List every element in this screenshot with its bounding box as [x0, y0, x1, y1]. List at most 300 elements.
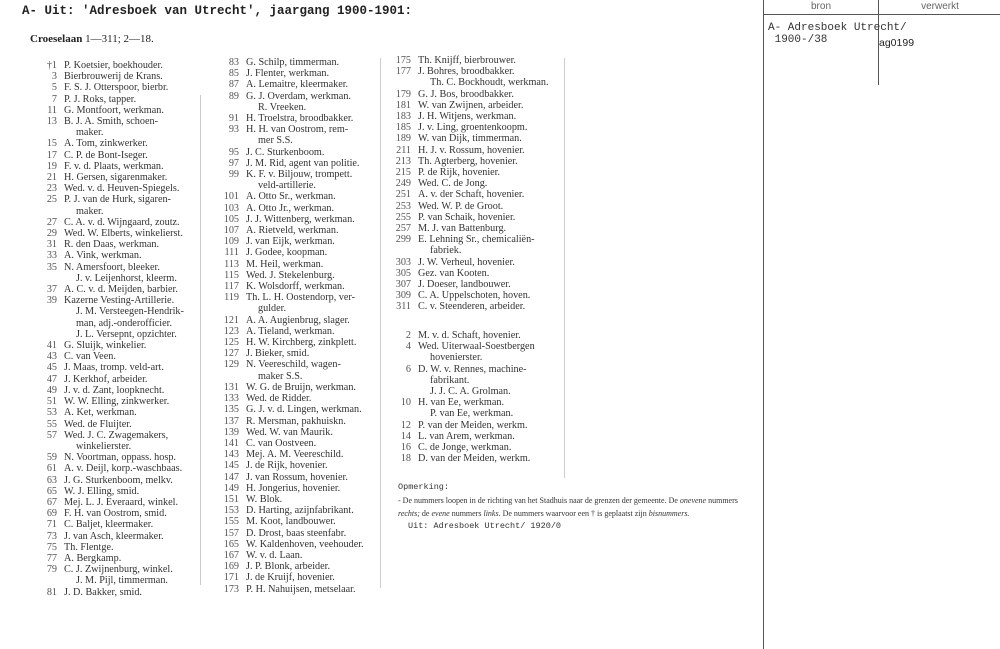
house-number: 99: [228, 169, 239, 181]
address-entry: [22, 486, 184, 497]
resident-text: R. Vreeken.: [258, 101, 307, 113]
resident-text: C. v. Steenderen, arbeider.: [418, 301, 526, 313]
house-number: 83: [228, 57, 239, 68]
resident-text: J. Doeser, landbouwer.: [418, 279, 511, 291]
resident-text: L. van Arem, werkman.: [418, 430, 515, 442]
resident-text: Wed. Uiterwaal-Soestbergen: [418, 341, 535, 353]
resident-text: J. de Rijk, hovenier.: [246, 460, 328, 472]
house-number: 14: [400, 430, 411, 442]
address-entry: [206, 483, 364, 494]
resident-text: J. v. Leijenhorst, kleerm.: [76, 272, 177, 284]
address-entry: [22, 217, 184, 228]
house-number: 257: [395, 223, 411, 235]
house-number: 139: [223, 426, 239, 438]
address-entry: [206, 326, 364, 337]
address-entry: [206, 416, 364, 427]
house-number: 113: [224, 258, 239, 270]
house-number: [22, 441, 64, 452]
house-number: [22, 329, 64, 340]
resident-text: J. Maas, tromp. veld-art.: [64, 362, 164, 374]
address-entry: [386, 442, 535, 453]
address-entry: [22, 519, 184, 530]
resident-text: A. Tieland, werkman.: [246, 325, 335, 337]
house-number: 19: [46, 160, 57, 172]
house-number: 147: [223, 471, 239, 483]
house-number: 29: [46, 228, 57, 240]
house-number: 143: [223, 449, 239, 461]
address-entry: [386, 156, 549, 167]
resident-text: M. J. van Battenburg.: [418, 223, 507, 235]
resident-text: G. J. Bos, broodbakker.: [418, 88, 514, 100]
address-entry: [206, 438, 364, 449]
resident-text: M. v. d. Schaft, hovenier.: [418, 330, 521, 341]
resident-text: J. Godee, koopman.: [246, 247, 328, 259]
resident-text: C. A. v. d. Wijngaard, zoutz.: [64, 216, 180, 228]
address-column-3-even: [386, 330, 535, 464]
bron-value: A- Adresboek Utrecht/ 1900-/38: [768, 22, 907, 46]
house-number: 87: [228, 79, 239, 91]
house-number: 101: [223, 191, 239, 203]
resident-text: D. Harting, azijnfabrikant.: [246, 505, 354, 517]
address-entry: [22, 419, 184, 430]
address-entry: [22, 172, 184, 183]
house-number: 131: [223, 381, 239, 393]
resident-text: gulder.: [258, 303, 287, 315]
address-entry: [206, 169, 364, 180]
address-entry: [386, 55, 549, 66]
address-entry: [22, 407, 184, 418]
verwerkt-header: verwerkt: [878, 0, 1000, 15]
resident-text: J. M. Pijl, timmerman.: [76, 575, 168, 587]
house-number: 7: [51, 93, 57, 105]
house-number: 3: [51, 71, 57, 83]
address-entry: [206, 550, 364, 561]
address-entry: [22, 475, 184, 486]
address-entry: [386, 352, 535, 363]
address-entry: [386, 122, 549, 133]
address-entry: [206, 449, 364, 460]
house-number: 103: [223, 202, 239, 214]
column-divider: [564, 58, 565, 478]
resident-text: H. van Ee, werkman.: [418, 397, 504, 409]
resident-text: J. Bohres, broodbakker.: [418, 66, 515, 78]
resident-text: P. Koetsier, boekhouder.: [64, 60, 163, 71]
house-number: 35: [46, 261, 57, 273]
address-entry: [22, 262, 184, 273]
address-entry: [206, 79, 364, 90]
house-number: 211: [396, 144, 411, 156]
house-number: 171: [223, 572, 239, 584]
resident-text: J. J. C. A. Grolman.: [430, 386, 511, 398]
resident-text: H. Gersen, sigarenmaker.: [64, 172, 168, 184]
address-entry: [386, 189, 549, 200]
address-entry: [386, 408, 535, 419]
address-entry: [206, 472, 364, 483]
house-number: 299: [395, 234, 411, 246]
house-number: 175: [395, 55, 411, 66]
address-entry: [22, 60, 184, 71]
house-number: 77: [46, 552, 57, 564]
address-entry: [386, 364, 535, 375]
house-number: 57: [46, 429, 57, 441]
resident-text: W. Blok.: [246, 493, 283, 505]
resident-text: J. van Asch, kleermaker.: [64, 530, 164, 542]
resident-text: Th. C. Bockhoudt, werkman.: [430, 77, 549, 89]
resident-text: P. van Schaik, hovenier.: [418, 211, 516, 223]
house-number: 311: [396, 301, 411, 313]
house-number: 215: [395, 167, 411, 179]
resident-text: H. Troelstra, broodbakker.: [246, 113, 354, 125]
resident-text: E. Lehning Sr., chemicaliën-: [418, 234, 535, 246]
resident-text: J. de Kruijf, hovenier.: [246, 572, 335, 584]
resident-text: W. W. Elling, zinkwerker.: [64, 396, 170, 408]
resident-text: Gez. van Kooten.: [418, 267, 490, 279]
address-entry: [206, 348, 364, 359]
house-number: 67: [46, 496, 57, 508]
address-entry: [206, 382, 364, 393]
address-entry: [206, 505, 364, 516]
resident-text: H. W. Kirchberg, zinkplett.: [246, 337, 357, 349]
resident-text: A. Otto Sr., werkman.: [246, 191, 336, 203]
house-number: 75: [46, 541, 57, 553]
address-entry: [386, 223, 549, 234]
address-entry: [206, 191, 364, 202]
house-number: 21: [46, 172, 57, 184]
address-entry: [386, 245, 549, 256]
house-number: 97: [228, 157, 239, 169]
address-entry: [22, 150, 184, 161]
address-entry: [386, 386, 535, 397]
house-number: 73: [46, 530, 57, 542]
house-number: 37: [46, 284, 57, 296]
resident-text: C. J. Zwijnenburg, winkel.: [64, 564, 173, 576]
address-entry: [206, 214, 364, 225]
address-entry: [386, 420, 535, 431]
house-number: 189: [395, 133, 411, 145]
house-number: 129: [223, 359, 239, 371]
resident-text: Wed. v. d. Heuven-Spiegels.: [64, 183, 180, 195]
resident-text: J. C. Sturkenboom.: [246, 146, 325, 158]
house-number: [386, 386, 418, 397]
house-number: 69: [46, 508, 57, 520]
house-number: 185: [395, 122, 411, 134]
resident-text: D. van der Meiden, werkm.: [418, 453, 531, 465]
resident-text: J. Kerkhof, arbeider.: [64, 373, 148, 385]
street-heading: [30, 33, 154, 45]
resident-text: man, adj.-onderofficier.: [76, 317, 172, 329]
address-entry: [22, 441, 184, 452]
address-entry: [22, 206, 184, 217]
resident-text: N. Veereschild, wagen-: [246, 359, 341, 371]
address-entry: [386, 178, 549, 189]
house-number: 61: [46, 463, 57, 475]
resident-text: Th. Knijff, bierbrouwer.: [418, 55, 516, 66]
resident-text: C. A. Uppelschoten, hoven.: [418, 290, 531, 302]
house-number: 49: [46, 384, 57, 396]
resident-text: J. M. Versteegen-Hendrik-: [76, 306, 184, 318]
address-entry: [386, 100, 549, 111]
resident-text: maker.: [76, 205, 104, 217]
house-number: 153: [223, 505, 239, 517]
house-number: 173: [223, 583, 239, 595]
address-entry: [22, 452, 184, 463]
address-entry: [386, 290, 549, 301]
resident-text: J. v. d. Zant, loopknecht.: [64, 384, 165, 396]
house-number: [22, 318, 64, 329]
resident-text: P. J. van de Hurk, sigaren-: [64, 194, 171, 206]
address-entry: [22, 587, 184, 598]
resident-text: J. L. Versepnt, opzichter.: [76, 328, 177, 340]
house-number: 15: [46, 138, 57, 150]
resident-text: D. W. v. Rennes, machine-: [418, 363, 527, 375]
address-entry: [386, 279, 549, 290]
address-entry: [22, 94, 184, 105]
address-entry: [206, 404, 364, 415]
resident-text: C. van Oostveen.: [246, 437, 317, 449]
resident-text: Th. Flentge.: [64, 541, 114, 553]
house-number: 31: [46, 239, 57, 251]
address-entry: [206, 124, 364, 135]
address-entry: [22, 318, 184, 329]
house-number: 16: [400, 442, 411, 454]
resident-text: N. Amersfoort, bleeker.: [64, 261, 160, 273]
address-entry: [206, 247, 364, 258]
resident-text: Wed. de Ridder.: [246, 393, 312, 405]
address-entry: [22, 575, 184, 586]
address-entry: [206, 102, 364, 113]
house-number: 151: [223, 493, 239, 505]
resident-text: W. G. de Bruijn, werkman.: [246, 381, 356, 393]
resident-text: W. van Dijk, timmerman.: [418, 133, 522, 145]
address-entry: [206, 203, 364, 214]
street-range: 1—311; 2—18.: [85, 33, 154, 45]
resident-text: F. v. d. Plaats, werkman.: [64, 160, 164, 172]
house-number: 109: [223, 236, 239, 248]
resident-text: A. Otto Jr., werkman.: [246, 202, 334, 214]
address-entry: [206, 236, 364, 247]
house-number: 63: [46, 474, 57, 486]
resident-text: H. H. van Oostrom, rem-: [246, 124, 349, 136]
resident-text: F. S. J. Otterspoor, bierbr.: [64, 82, 169, 94]
address-entry: [206, 337, 364, 348]
bron-header: bron: [764, 0, 878, 15]
resident-text: C. van Veen.: [64, 351, 116, 363]
address-entry: [386, 145, 549, 156]
resident-text: Wed. de Fluijter.: [64, 418, 132, 430]
resident-text: J. D. Bakker, smid.: [64, 586, 142, 598]
house-number: 91: [228, 113, 239, 125]
address-entry: [22, 497, 184, 508]
resident-text: A. v. Deijl, korp.-waschbaas.: [64, 463, 183, 475]
address-column-2: [206, 57, 364, 595]
house-number: 305: [395, 267, 411, 279]
house-number: 307: [395, 279, 411, 291]
house-number: 137: [223, 415, 239, 427]
house-number: 115: [224, 269, 239, 281]
address-entry: [206, 113, 364, 124]
house-number: 121: [223, 314, 239, 326]
address-entry: [386, 234, 549, 245]
resident-text: J. M. Rid, agent van politie.: [246, 157, 360, 169]
resident-text: G. Schilp, timmerman.: [246, 57, 340, 68]
house-number: 23: [46, 183, 57, 195]
address-entry: [206, 572, 364, 583]
house-number: 183: [395, 111, 411, 123]
metadata-panel: [763, 0, 1000, 649]
resident-text: Wed. J. C. Zwagemakers,: [64, 429, 169, 441]
house-number: 145: [223, 460, 239, 472]
address-entry: [22, 105, 184, 116]
house-number: [386, 245, 418, 256]
address-entry: [22, 374, 184, 385]
house-number: [22, 127, 64, 138]
house-number: 85: [228, 68, 239, 80]
house-number: 249: [395, 178, 411, 190]
resident-text: K. F. v. Biljouw, trompett.: [246, 169, 353, 181]
note-body: - De nummers loopen in de richting van het Stadhuis naar de grenzen der gemeente. De onevene nummers rechts; de evene nummers links. De nummers waarvoor een † is geplaatst zijn bisnummers.: [398, 496, 738, 518]
resident-text: A. v. der Schaft, hovenier.: [418, 189, 525, 201]
document-title: A- Uit: 'Adresboek van Utrecht', jaargang 1900-1901:: [22, 4, 413, 18]
house-number: [206, 102, 246, 113]
resident-text: J. van Rossum, hovenier.: [246, 471, 348, 483]
house-number: 27: [46, 216, 57, 228]
resident-text: Wed. W. P. de Groot.: [418, 200, 504, 212]
address-entry: [22, 250, 184, 261]
address-entry: [386, 167, 549, 178]
house-number: 47: [46, 373, 57, 385]
address-entry: [206, 315, 364, 326]
address-entry: [206, 427, 364, 438]
address-entry: [206, 135, 364, 146]
resident-text: R. den Daas, werkman.: [64, 239, 160, 251]
resident-text: G. Montfoort, werkman.: [64, 104, 164, 116]
house-number: 43: [46, 351, 57, 363]
house-number: 11: [47, 104, 57, 116]
address-entry: [22, 463, 184, 474]
house-number: 17: [46, 149, 57, 161]
address-entry: [22, 116, 184, 127]
resident-text: W. v. d. Laan.: [246, 549, 303, 561]
resident-text: P. van Ee, werkman.: [430, 408, 514, 420]
address-entry: [386, 375, 535, 386]
address-entry: [22, 396, 184, 407]
address-entry: [206, 259, 364, 270]
house-number: 18: [400, 453, 411, 465]
resident-text: Th. Agterberg, hovenier.: [418, 155, 518, 167]
house-number: 95: [228, 146, 239, 158]
house-number: 107: [223, 225, 239, 237]
house-number: 179: [395, 88, 411, 100]
address-entry: [386, 66, 549, 77]
resident-text: F. H. van Oostrom, smid.: [64, 508, 167, 520]
address-entry: [22, 239, 184, 250]
address-entry: [206, 180, 364, 191]
address-entry: [206, 494, 364, 505]
resident-text: H. Jongerius, hovenier.: [246, 482, 341, 494]
house-number: [206, 135, 246, 146]
address-entry: [206, 561, 364, 572]
resident-text: G. Sluijk, winkelier.: [64, 340, 147, 352]
house-number: 13: [46, 116, 57, 128]
address-entry: [386, 431, 535, 442]
address-entry: [386, 89, 549, 100]
resident-text: Kazerne Vesting-Artillerie.: [64, 295, 175, 307]
house-number: 253: [395, 200, 411, 212]
house-number: 33: [46, 250, 57, 262]
address-entry: [22, 82, 184, 93]
address-entry: [386, 77, 549, 88]
house-number: 93: [228, 124, 239, 136]
house-number: 165: [223, 538, 239, 550]
house-number: 39: [46, 295, 57, 307]
address-column-3-odd: [386, 55, 549, 313]
house-number: 119: [224, 292, 239, 304]
resident-text: D. Drost, baas steenfabr.: [246, 527, 347, 539]
house-number: 12: [400, 419, 411, 431]
house-number: 181: [395, 99, 411, 111]
address-entry: [22, 531, 184, 542]
address-entry: [22, 194, 184, 205]
resident-text: Wed. C. de Jong.: [418, 178, 488, 190]
address-entry: [206, 460, 364, 471]
address-entry: [206, 393, 364, 404]
resident-text: K. Wolsdorff, werkman.: [246, 281, 345, 293]
resident-text: hovenierster.: [430, 352, 483, 364]
resident-text: winkelierster.: [76, 440, 132, 452]
house-number: [386, 77, 418, 88]
resident-text: A. Lemaitre, kleermaker.: [246, 79, 349, 91]
house-number: [206, 303, 246, 314]
column-divider: [380, 58, 381, 588]
house-number: 251: [395, 189, 411, 201]
address-entry: [22, 183, 184, 194]
resident-text: Th. L. H. Oostendorp, ver-: [246, 292, 356, 304]
address-entry: [386, 268, 549, 279]
address-entry: [206, 584, 364, 595]
resident-text: A. A. Augienbrug, slager.: [246, 314, 350, 326]
address-entry: [206, 68, 364, 79]
house-number: 177: [395, 66, 411, 78]
house-number: [22, 306, 64, 317]
address-entry: [22, 508, 184, 519]
house-number: 213: [395, 155, 411, 167]
resident-text: Wed. W. van Maurik.: [246, 426, 333, 438]
resident-text: mer S.S.: [258, 135, 293, 147]
resident-text: J. Flenter, werkman.: [246, 68, 330, 80]
address-entry: [206, 359, 364, 370]
house-number: 133: [223, 393, 239, 405]
house-number: 65: [46, 485, 57, 497]
resident-text: J. P. Blonk, arbeider.: [246, 561, 331, 573]
address-column-1: [22, 60, 184, 598]
resident-text: J. Bieker, smid.: [246, 348, 310, 360]
address-entry: [22, 362, 184, 373]
address-entry: [22, 430, 184, 441]
address-entry: [22, 564, 184, 575]
address-entry: [22, 351, 184, 362]
house-number: 111: [224, 247, 239, 259]
resident-text: Mej. A. M. Veereschild.: [246, 449, 344, 461]
address-entry: [386, 201, 549, 212]
column-divider: [200, 95, 201, 585]
resident-text: G. J. v. d. Lingen, werkman.: [246, 404, 362, 416]
resident-text: C. de Jonge, werkman.: [418, 442, 512, 454]
address-entry: [206, 371, 364, 382]
resident-text: Wed. W. Elberts, winkelierst.: [64, 228, 183, 240]
resident-text: B. J. A. Smith, schoen-: [64, 116, 158, 128]
house-number: [386, 408, 418, 419]
resident-text: Mej. L. J. Everaard, winkel.: [64, 496, 179, 508]
